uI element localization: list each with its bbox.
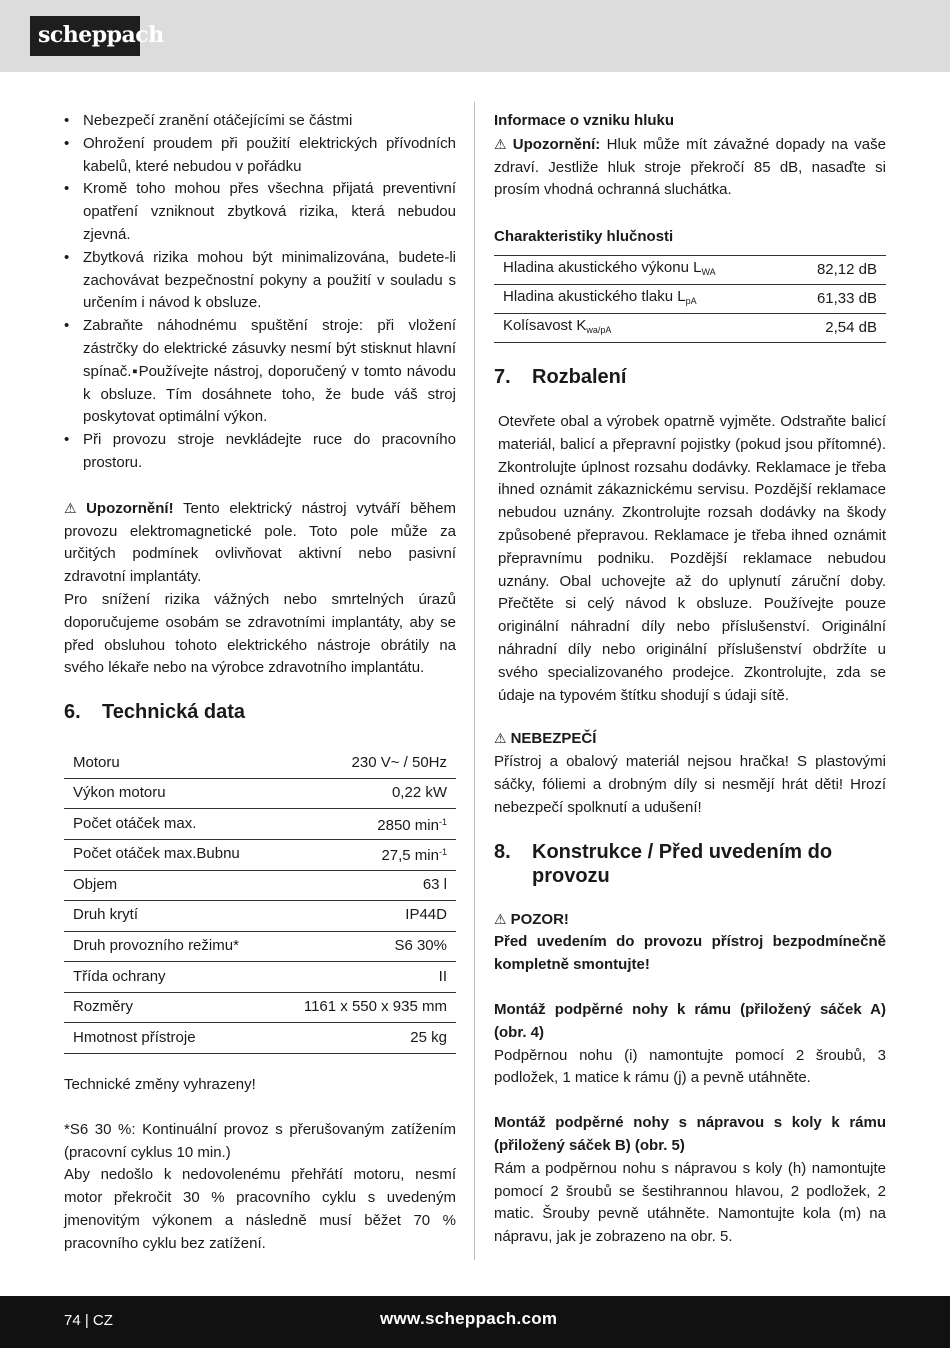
mount1-heading: Montáž podpěrné nohy k rámu (přiložený sáček A) (obr. 4) (494, 1000, 886, 1041)
table-row (64, 1023, 456, 1054)
spec-label: Výkon motoru (64, 778, 273, 809)
danger-text: Přístroj a obalový materiál nejsou hračka! S plastovými sáčky, fóliemi a drobným díly si nesmějí hrát děti! Hrozí nebezpečí spolknutí a udušení! (494, 753, 886, 816)
spec-label: Motoru (64, 748, 273, 778)
warning-icon: ⚠ (494, 910, 507, 927)
list-item: • Nebezpečí zranění otáčejícími se částmi (64, 110, 456, 133)
table-row (64, 962, 456, 993)
warning-icon: ⚠ (494, 135, 509, 152)
mount2-text: Rám a podpěrnou nohu s nápravou s koly (h) namontujte pomocí 2 šroubů se šestihrannou hlavou, 2 podložek, 2 matic. Šrouby pevně utáhněte. Namontujte kola (m) na nápravu, jak je zobrazeno na obr. 5. (494, 1159, 886, 1246)
spec-label: Objem (64, 870, 273, 901)
table-row (494, 255, 886, 284)
table-row (64, 748, 456, 778)
spec-table (64, 748, 456, 1054)
table-row (494, 313, 886, 342)
spec-label: Počet otáček max.Bubnu (64, 839, 273, 870)
noise-table (494, 255, 886, 343)
noise-value: 82,12 dB (787, 255, 886, 284)
brand-logo (30, 16, 164, 56)
section-title: Konstrukce / Před uvedením do provozu (532, 840, 833, 887)
page-footer (0, 1296, 950, 1348)
table-row (64, 778, 456, 809)
brand-logo-text: scheppach (38, 22, 164, 48)
page-header (0, 0, 950, 72)
right-column (494, 110, 886, 1249)
spec-value: 1161 x 550 x 935 mm (273, 992, 456, 1023)
spec-label: Hmotnost přístroje (64, 1023, 273, 1054)
spec-value: 0,22 kW (273, 778, 456, 809)
warning-label: Upozornění! (86, 499, 174, 517)
warning-text: Tento elektrický nástroj vytváří během provozu elektromagnetické pole. Toto pole může za určitých podmínek ovlivňovat aktivní nebo pasivní zdravotní implantáty. (64, 499, 456, 586)
list-item: • Zabraňte náhodnému spuštění stroje: při vložení zástrčky do elektrické zásuvky nesmí být stisknut hlavní spínač.▪Používejte nástroj, doporučený v tomto návodu k obsluze. Tím dosáhnete toho, že bude váš stroj poskytovat optimální výkon. (64, 315, 456, 429)
unpacking-text: Otevřete obal a výrobek opatrně vyjměte. Odstraňte balicí materiál, balicí a přepravní pojistky (pokud jsou přítomné). Zkontrolujte úplnost rozsahu dodávky. Reklamace je třeba ihned oznámit zákaznickému servisu. Pozdější reklamace nebudou uznány. Zkontrolujte rozsah dodávky na škody způsobené přepravou. Reklamace je třeba ihned oznámit přepravnímu podniku. Pozdější reklamace nebudou uznány. Obal uchovejte až do uplynutí záruční doby. Přečtěte si celý návod k obsluze. Používejte pouze originální náhradní díly nebo příslušenství. Originální náhradní díly nebo originální příslušenství obdržíte u svého specializovaného prodejce. Zkontrolujte, zda se údaje na typovém štítku shodují s údaji sítě. (498, 412, 886, 704)
emf-warning (64, 497, 456, 589)
caution-heading: ⚠ POZOR! (494, 910, 569, 928)
s6-note: *S6 30 %: Kontinuální provoz s přerušovaným zatížením (pracovní cyklus 10 min.) (64, 1120, 456, 1161)
noise-value: 61,33 dB (787, 284, 886, 313)
spec-label: Počet otáček max. (64, 809, 273, 840)
noise-char-heading: Charakteristiky hlučnosti (494, 228, 674, 246)
table-row (64, 931, 456, 962)
table-row (494, 284, 886, 313)
noise-warning (494, 133, 886, 202)
tech-changes-note: Technické změny vyhrazeny! (64, 1076, 256, 1094)
hazard-list (64, 110, 456, 475)
implant-advice: Pro snížení rizika vážných nebo smrtelných úrazů doporučujeme osobám se zdravotními implantáty, aby se před obsluhou tohoto elektrického nástroje obrátily na svého lékaře nebo na výrobce zdravotního implantátu. (64, 590, 456, 677)
caution-text: Před uvedením do provozu přístroj bezpodmínečně kompletně smontujte! (494, 933, 886, 974)
spec-value: IP44D (273, 901, 456, 932)
list-item: • Při provozu stroje nevkládejte ruce do pracovního prostoru. (64, 429, 456, 475)
section-title: Technická data (102, 701, 246, 724)
noise-label: Kolísavost $K_{wa/pA}$ (494, 313, 787, 342)
spec-value: 2850 $\min^{-1}$ (273, 809, 456, 840)
list-item: • Ohrožení proudem při použití elektrických přívodních kabelů, které nebudou v pořádku (64, 133, 456, 179)
section-heading-assembly (494, 840, 886, 888)
section-title: Rozbalení (532, 365, 627, 388)
spec-label: Druh krytí (64, 901, 273, 932)
mount1-text: Podpěrnou nohu (i) namontujte pomocí 2 šroubů, 3 podložek, 1 matice k rámu (j) a pevně utáhněte. (494, 1046, 886, 1087)
warning-text: Hluk může mít závažné dopady na vaše zdraví. Jestliže hluk stroje překročí 85 dB, nasaďte si prosím vhodná ochranná sluchátka. (494, 135, 886, 199)
section-heading-unpacking (494, 365, 886, 389)
danger-heading: ⚠ NEBEZPEČÍ (494, 730, 597, 748)
spec-label: Třída ochrany (64, 962, 273, 993)
table-row (64, 901, 456, 932)
spec-value: 27,5 $\min^{-1}$ (273, 839, 456, 870)
section-number: 8. (494, 840, 511, 863)
noise-label: Hladina akustického tlaku $L_{pA}$ (494, 284, 787, 313)
section-heading-technical-data (64, 700, 456, 724)
warning-label: Upozornění: (512, 135, 601, 153)
noise-label: Hladina akustického výkonu $L_{WA}$ (494, 255, 787, 284)
left-column (64, 110, 456, 1256)
list-item: • Kromě toho mohou přes všechna přijatá preventivní opatření vzniknout zbytková rizika, která nebudou zjevná. (64, 178, 456, 246)
table-row (64, 839, 456, 870)
website-link[interactable]: www.scheppach.com (380, 1309, 558, 1328)
page-number: 74 | CZ (64, 1312, 113, 1329)
table-row (64, 809, 456, 840)
table-row (64, 870, 456, 901)
warning-icon: ⚠ (494, 730, 507, 747)
spec-value: S6 30% (273, 931, 456, 962)
spec-label: Druh provozního režimu* (64, 931, 273, 962)
spec-value: 25 kg (273, 1023, 456, 1054)
section-number: 6. (64, 701, 81, 724)
noise-heading: Informace o vzniku hluku (494, 112, 675, 129)
s6-note-detail: Aby nedošlo k nedovolenému přehřátí motoru, nesmí motor překročit 30 % pracovního cyklu s uvedeným jmenovitým výkonem a následně musí běžet 70 % pracovního cyklu bez zatížení. (64, 1166, 456, 1252)
spec-value: 230 V~ / 50Hz (273, 748, 456, 778)
warning-icon: ⚠ (64, 499, 83, 516)
list-item: • Zbytková rizika mohou být minimalizována, budete-li zachovávat bezpečnostní pokyny a použití v souladu s určením i návod k obsluze. (64, 247, 456, 315)
section-number: 7. (494, 365, 511, 388)
spec-value: II (273, 962, 456, 993)
spec-label: Rozměry (64, 992, 273, 1023)
column-divider (474, 102, 475, 1260)
noise-value: 2,54 dB (787, 313, 886, 342)
spec-value: 63 l (273, 870, 456, 901)
mount2-heading: Montáž podpěrné nohy s nápravou s koly k rámu (přiložený sáček B) (obr. 5) (494, 1114, 886, 1154)
table-row (64, 992, 456, 1023)
